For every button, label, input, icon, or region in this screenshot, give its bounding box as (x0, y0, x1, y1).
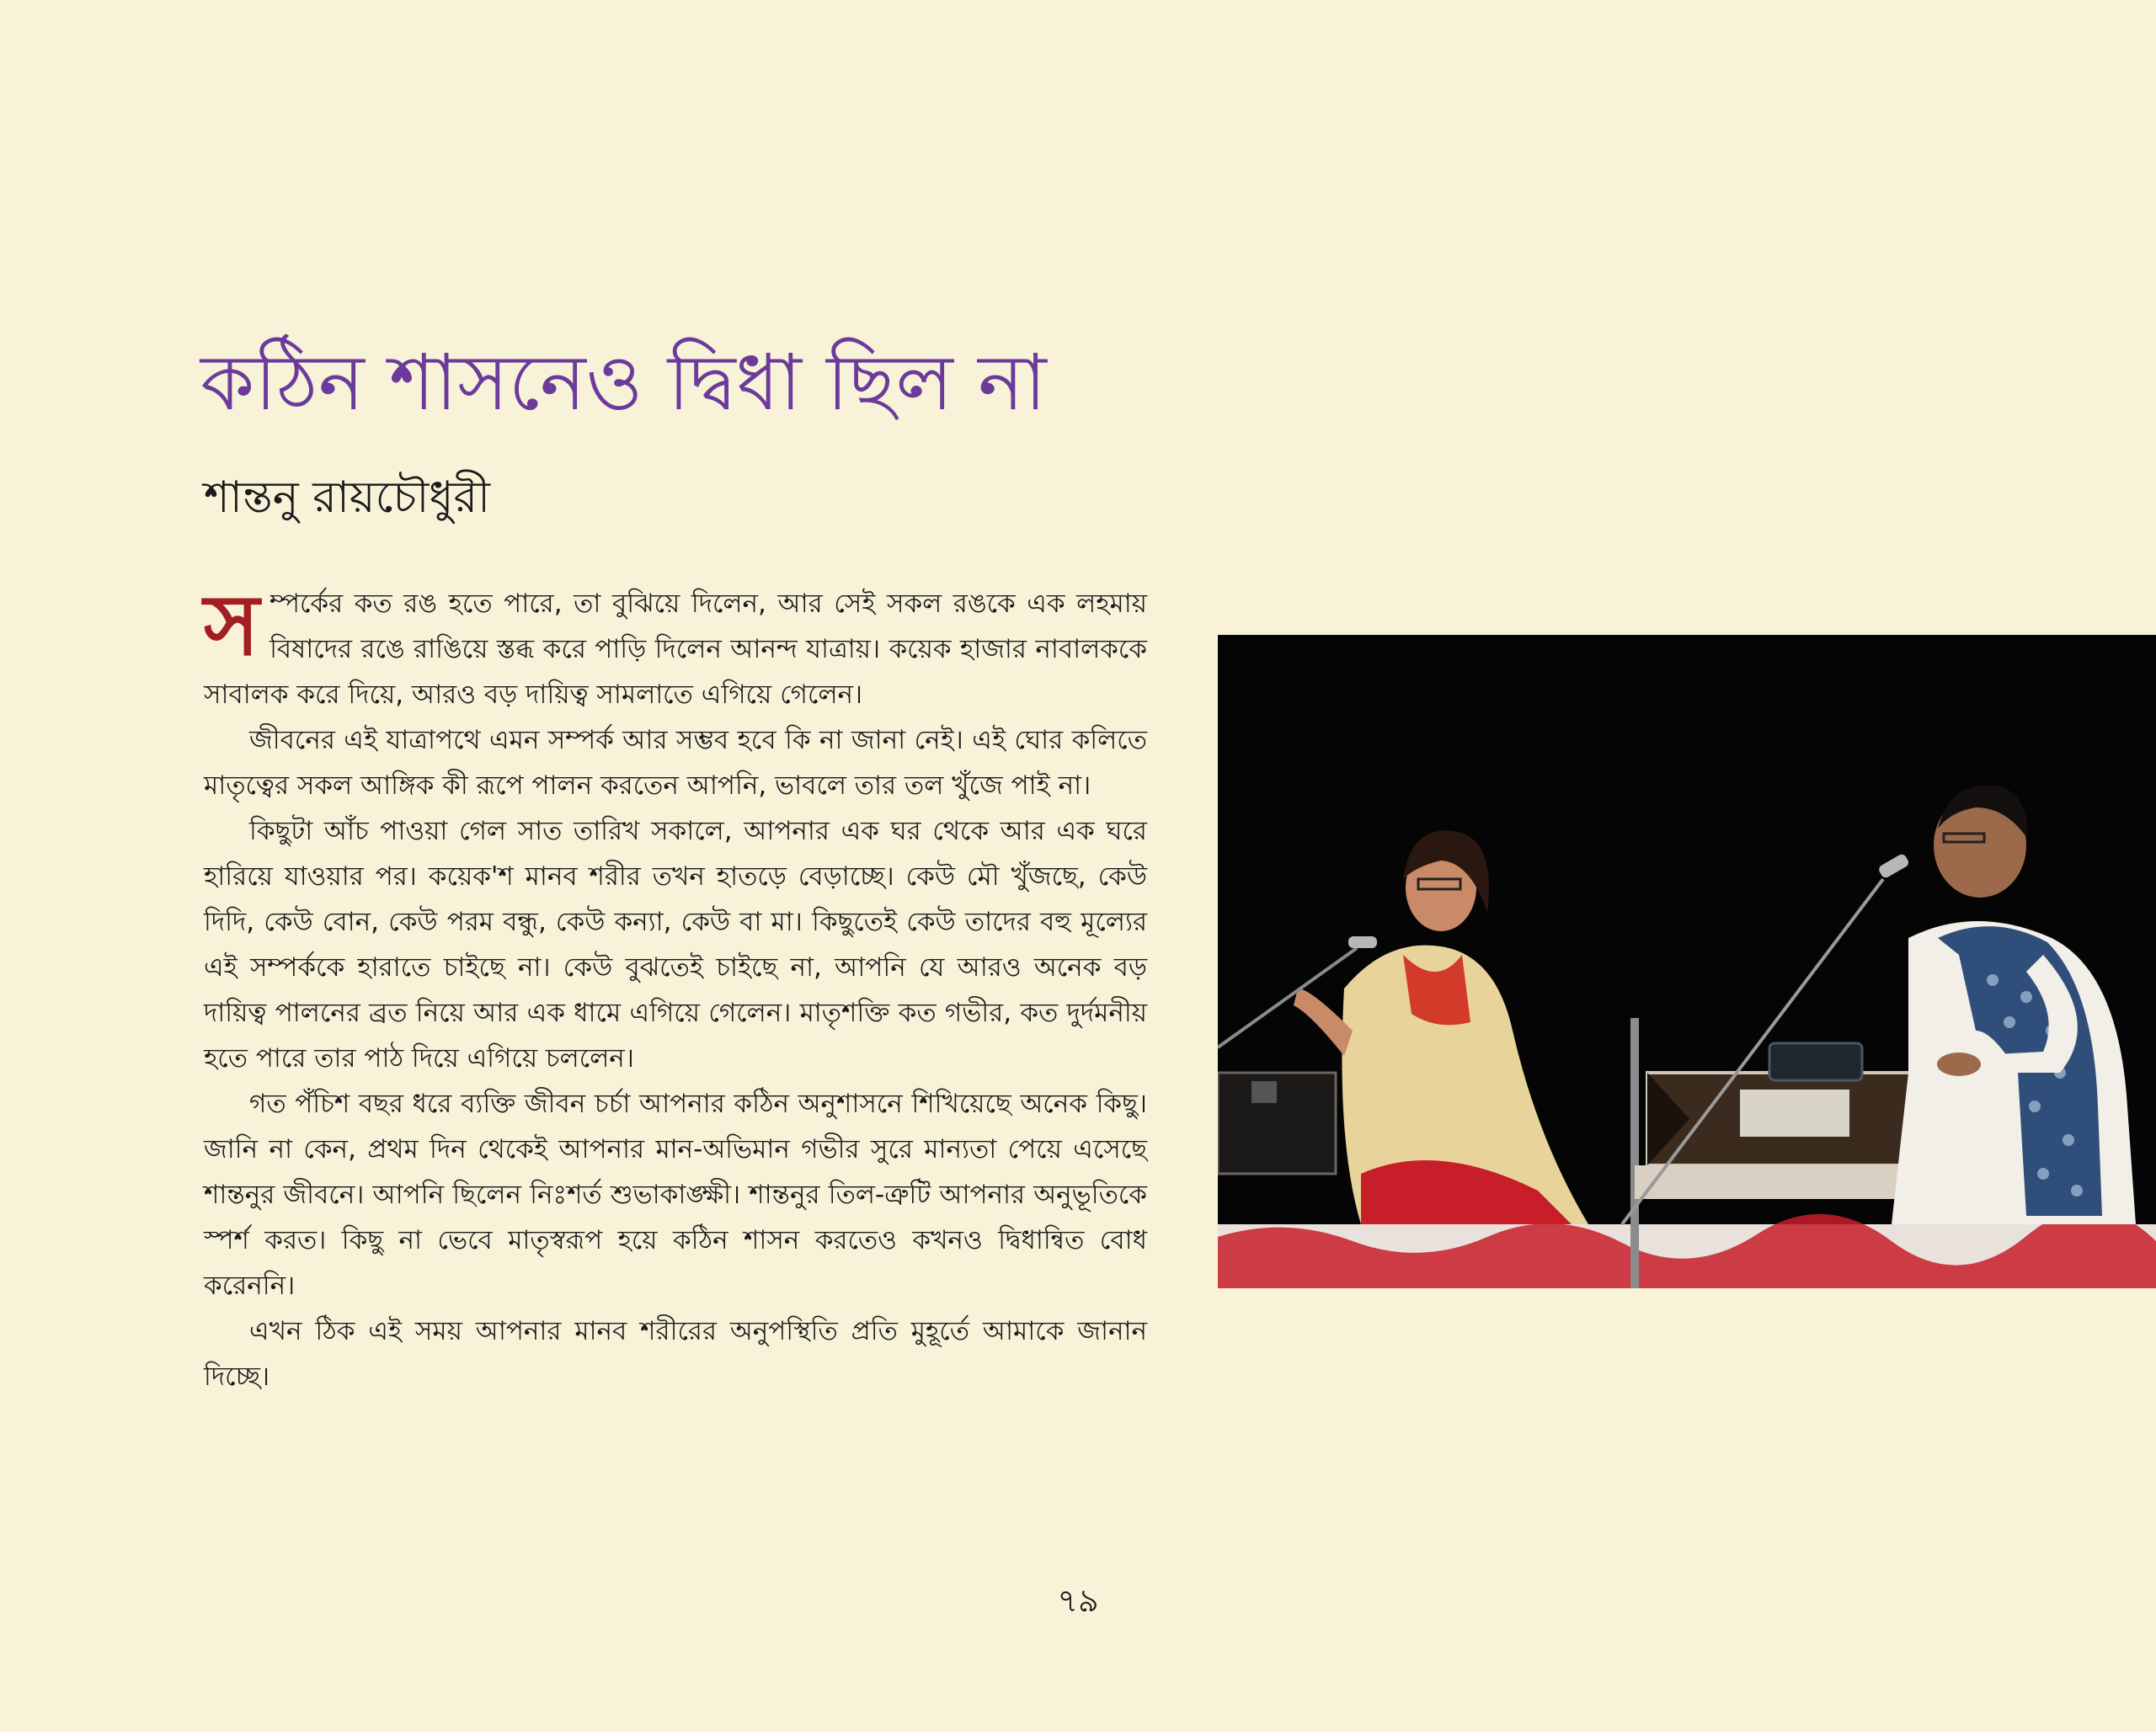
paragraph-3: কিছুটা আঁচ পাওয়া গেল সাত তারিখ সকালে, আপনার এক ঘর থেকে আর এক ঘরে হারিয়ে যাওয়ার পর। কয়েক'শ মানব শরীর তখন হাতড়ে বেড়াচ্ছে। কেউ মৌ খুঁজছে, কেউ দিদি, কেউ বোন, কেউ পরম বন্ধু, কেউ কন্যা, কেউ বা মা। কিছুতেই কেউ তাদের বহু মূল্যের এই সম্পর্ককে হারাতে চাইছে না। কেউ বুঝতেই চাইছে না, আপনি যে আরও অনেক বড় দায়িত্ব পালনের ব্রত নিয়ে আর এক ধামে এগিয়ে গেলেন। মাতৃশক্তি কত গভীর, কত দুর্দমনীয় হতে পারে তার পাঠ দিয়ে এগিয়ে চললেন। (204, 816, 1147, 1074)
paragraph-1-text: ম্পর্কের কত রঙ হতে পারে, তা বুঝিয়ে দিলেন, আর সেই সকল রঙকে এক লহমায় বিষাদের রঙে রাঙিয়ে স্তব্ধ করে পাড়ি দিলেন আনন্দ যাত্রায়। কয়েক হাজার নাবালককে সাবালক করে দিয়ে, আরও বড় দায়িত্ব সামলাতে এগিয়ে গেলেন। (204, 589, 1147, 710)
paragraph-2: জীবনের এই যাত্রাপথে এমন সম্পর্ক আর সম্ভব হবে কি না জানা নেই। এই ঘোর কলিতে মাতৃত্বের সকল আঙ্গিক কী রূপে পালন করতেন আপনি, ভাবলে তার তল খুঁজে পাই না। (204, 725, 1147, 801)
performers-photo (1218, 635, 2156, 1288)
author-name: শান্তনু রায়চৌধুরী (204, 472, 491, 523)
article-body (204, 575, 1147, 1399)
page-number: ৭৯ (1057, 1582, 1099, 1619)
paragraph-5: এখন ঠিক এই সময় আপনার মানব শরীরের অনুপস্থিতি প্রতি মুহূর্তে আমাকে জানান দিচ্ছে। (204, 1316, 1147, 1392)
drop-cap: স (204, 575, 260, 674)
paragraph-4: গত পঁচিশ বছর ধরে ব্যক্তি জীবন চর্চা আপনার কঠিন অনুশাসনে শিখিয়েছে অনেক কিছু। জানি না কেন, প্রথম দিন থেকেই আপনার মান-অভিমান গভীর সুরে মান্যতা পেয়ে এসেছে শান্তনুর জীবনে। আপনি ছিলেন নিঃশর্ত শুভাকাঙ্ক্ষী। শান্তনুর তিল-ত্রুটি আপনার অনুভূতিকে স্পর্শ করত। কিছু না ভেবে মাতৃস্বরূপ হয়ে কঠিন শাসন করতেও কখনও দ্বিধান্বিত বোধ করেননি। (204, 1089, 1147, 1301)
article-title: কঠিন শাসনেও দ্বিধা ছিল না (200, 338, 1047, 428)
paragraph-1 (204, 575, 1147, 717)
performers-illustration (1218, 635, 2156, 1288)
